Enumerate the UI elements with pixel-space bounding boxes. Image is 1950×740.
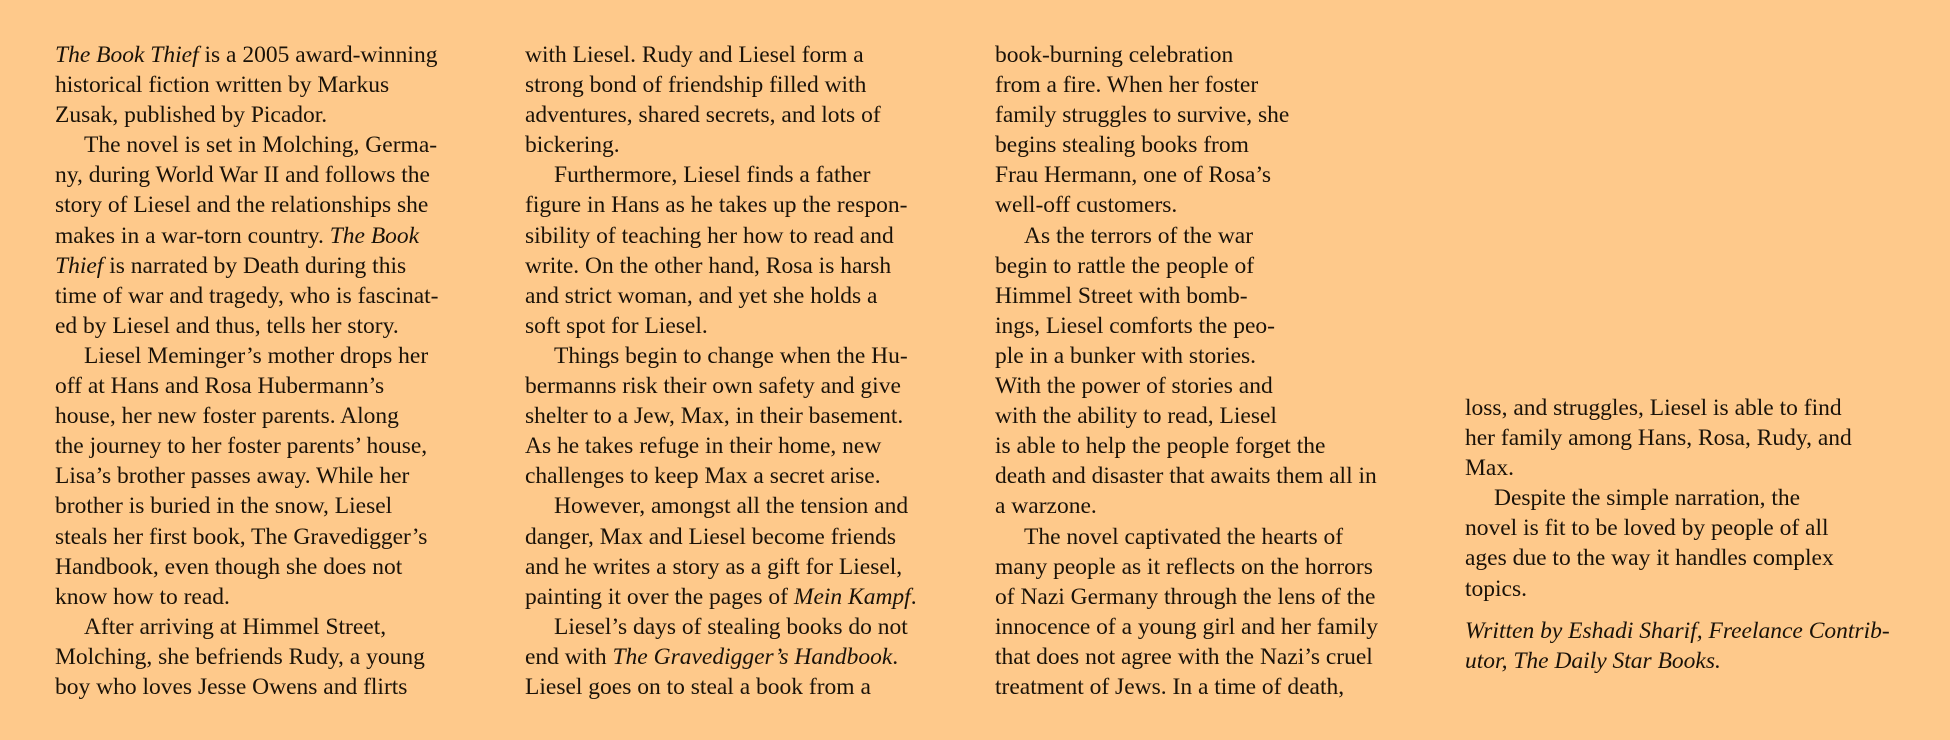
text-run: adventures, shared secrets, and lots of (525, 102, 881, 129)
text-line (55, 431, 497, 461)
text-run: with the ability to read, Liesel (995, 403, 1277, 430)
text-run: Himmel Street with bomb- (995, 282, 1248, 309)
text-run: Frau Hermann, one of Rosa’s (995, 162, 1272, 189)
text-line (55, 221, 497, 251)
text-run: novel is fit to be loved by people of all (1465, 515, 1829, 542)
text-line (55, 100, 497, 130)
text-run: The novel is set in Molching, Germa- (84, 132, 438, 159)
text-line (55, 461, 497, 491)
text-line (1465, 453, 1907, 483)
text-run: sibility of teaching her how to read and (525, 222, 894, 249)
text-line (995, 431, 1437, 461)
text-run: Liesel goes on to steal a book from a (525, 673, 871, 700)
text-run: is a 2005 award-winning (198, 42, 438, 68)
text-run: her family among Hans, Rosa, Rudy, and (1465, 425, 1852, 452)
text-run: Handbook, even though she does not (55, 553, 403, 580)
text-run: with Liesel. Rudy and Liesel form a (525, 42, 864, 68)
text-run: Max. (1465, 455, 1514, 482)
text-run: historical fiction written by Markus (55, 72, 390, 99)
italic-text: The Book Thief (55, 42, 199, 68)
text-run: Things begin to change when the Hu- (554, 342, 908, 369)
text-line (525, 100, 967, 130)
text-run: . (892, 643, 899, 670)
text-run: ple in a bunker with stories. (995, 342, 1257, 369)
text-run: write. On the other hand, Rosa is harsh (525, 252, 892, 279)
text-line (525, 552, 967, 582)
text-run: is narrated by Death during this (103, 252, 407, 279)
text-line (1465, 423, 1907, 453)
text-line (55, 672, 497, 702)
text-line (995, 582, 1437, 612)
text-run: begins stealing books from (995, 132, 1249, 159)
text-run: is able to help the people forget the (995, 433, 1326, 460)
text-line (1465, 646, 1907, 676)
text-line (995, 491, 1437, 521)
text-line (55, 612, 497, 642)
text-line (1465, 393, 1907, 423)
text-run: and strict woman, and yet she holds a (525, 282, 878, 309)
text-line (55, 552, 497, 582)
text-line (995, 40, 1437, 70)
text-line (995, 221, 1437, 251)
text-run: well-off customers. (995, 192, 1178, 219)
text-line (525, 190, 967, 220)
text-line (995, 642, 1437, 672)
text-run: After arriving at Himmel Street, (84, 613, 387, 640)
text-line (995, 251, 1437, 281)
text-line (525, 612, 967, 642)
text-line (1465, 574, 1907, 604)
text-run: that does not agree with the Nazi’s cruel (995, 643, 1373, 670)
text-run: soft spot for Liesel. (525, 312, 708, 339)
text-line (55, 371, 497, 401)
text-run: and he writes a story as a gift for Liesel, (525, 553, 903, 580)
text-line (995, 341, 1437, 371)
text-run: challenges to keep Max a secret arise. (525, 463, 881, 490)
text-run: off at Hans and Rosa Hubermann’s (55, 373, 385, 400)
text-line (995, 311, 1437, 341)
text-run: of Nazi Germany through the lens of the (995, 583, 1376, 610)
text-line (55, 522, 497, 552)
text-line (995, 371, 1437, 401)
text-line (525, 431, 967, 461)
text-line (55, 311, 497, 341)
text-run: family struggles to survive, she (995, 102, 1290, 129)
text-line (995, 552, 1437, 582)
text-run: Liesel Meminger’s mother drops her (84, 342, 429, 369)
italic-text: utor, The Daily Star Books. (1465, 647, 1721, 674)
italic-text: Thief (55, 252, 104, 279)
text-run: bermanns risk their own safety and give (525, 373, 901, 400)
text-run: begin to rattle the people of (995, 252, 1255, 279)
text-line (525, 522, 967, 552)
text-line (525, 401, 967, 431)
text-run: Despite the simple narration, the (1494, 485, 1801, 512)
text-line (1465, 513, 1907, 543)
text-run: bickering. (525, 132, 620, 159)
text-line (525, 130, 967, 160)
italic-text: The Gravedigger’s Handbook (612, 643, 893, 670)
text-run: boy who loves Jesse Owens and flirts (55, 673, 408, 700)
text-run: from a fire. When her foster (995, 72, 1259, 99)
text-line (525, 40, 967, 70)
text-run: Lisa’s brother passes away. While her (55, 463, 410, 490)
text-line (1465, 483, 1907, 513)
text-run: house, her new foster parents. Along (55, 403, 399, 430)
text-run: Liesel’s days of stealing books do not (554, 613, 908, 640)
text-line (995, 672, 1437, 702)
text-line (55, 160, 497, 190)
text-line (1465, 616, 1907, 646)
text-run: steals her first book, The Gravedigger’s (55, 523, 428, 550)
italic-text: Written by Eshadi Sharif, Freelance Contrib- (1465, 617, 1890, 644)
text-line (525, 582, 967, 612)
text-run: the journey to her foster parents’ house, (55, 433, 428, 460)
text-run: As the terrors of the war (1024, 222, 1254, 249)
article-column-3 (995, 40, 1437, 702)
text-line (525, 281, 967, 311)
text-run: strong bond of friendship filled with (525, 72, 867, 99)
text-run: ings, Liesel comforts the peo- (995, 312, 1275, 339)
italic-text: The Book (329, 222, 420, 249)
text-line (55, 341, 497, 371)
text-run: book-burning celebration (995, 42, 1234, 68)
text-run: topics. (1465, 575, 1528, 602)
text-line (525, 371, 967, 401)
text-line (525, 251, 967, 281)
text-run: However, amongst all the tension and (554, 493, 909, 520)
text-line (995, 612, 1437, 642)
text-line (995, 130, 1437, 160)
text-run: danger, Max and Liesel become friends (525, 523, 896, 550)
text-run: painting it over the pages of (525, 583, 794, 610)
text-run: know how to read. (55, 583, 230, 610)
text-line (55, 130, 497, 160)
text-run: time of war and tragedy, who is fascinat- (55, 282, 439, 309)
text-line (995, 281, 1437, 311)
text-run: . (910, 583, 917, 610)
text-run: Molching, she befriends Rudy, a young (55, 643, 425, 670)
text-run: ed by Liesel and thus, tells her story. (55, 312, 399, 339)
article-column-2 (525, 40, 967, 702)
text-run: a warzone. (995, 493, 1097, 520)
text-run: end with (525, 643, 613, 670)
text-run: As he takes refuge in their home, new (525, 433, 882, 460)
text-line (995, 461, 1437, 491)
text-line (525, 642, 967, 672)
text-line (55, 281, 497, 311)
text-line (525, 672, 967, 702)
text-line (995, 160, 1437, 190)
text-line (525, 311, 967, 341)
text-line (525, 461, 967, 491)
text-line (995, 100, 1437, 130)
text-run: With the power of stories and (995, 373, 1273, 400)
text-line (525, 221, 967, 251)
text-run: treatment of Jews. In a time of death, (995, 673, 1345, 700)
text-line (995, 70, 1437, 100)
text-line (525, 70, 967, 100)
text-line (55, 582, 497, 612)
text-line (55, 251, 497, 281)
text-run: shelter to a Jew, Max, in their basement. (525, 403, 904, 430)
text-line (55, 401, 497, 431)
article-column-1 (55, 40, 497, 702)
text-run: loss, and struggles, Liesel is able to find (1465, 395, 1842, 421)
text-run: ages due to the way it handles complex (1465, 545, 1834, 572)
text-line (525, 160, 967, 190)
article-column-4 (1465, 393, 1907, 676)
text-line (995, 522, 1437, 552)
text-run: makes in a war-torn country. (55, 222, 330, 249)
text-line (55, 70, 497, 100)
text-run: The novel captivated the hearts of (1024, 523, 1344, 550)
text-line (525, 491, 967, 521)
text-line (995, 190, 1437, 220)
text-line (995, 401, 1437, 431)
text-run: Furthermore, Liesel finds a father (554, 162, 871, 189)
text-run: brother is buried in the snow, Liesel (55, 493, 393, 520)
text-run: ny, during World War II and follows the (55, 162, 430, 189)
italic-text: Mein Kampf (793, 583, 911, 610)
text-run: innocence of a young girl and her family (995, 613, 1379, 640)
text-run: Zusak, published by Picador. (55, 102, 328, 129)
text-line (55, 40, 497, 70)
text-run: many people as it reflects on the horrors (995, 553, 1373, 580)
text-run: death and disaster that awaits them all in (995, 463, 1377, 490)
text-line (55, 642, 497, 672)
text-line (1465, 543, 1907, 573)
text-line (55, 491, 497, 521)
text-line (55, 190, 497, 220)
text-line (525, 341, 967, 371)
text-run: story of Liesel and the relationships she (55, 192, 429, 219)
text-run: figure in Hans as he takes up the respon- (525, 192, 908, 219)
